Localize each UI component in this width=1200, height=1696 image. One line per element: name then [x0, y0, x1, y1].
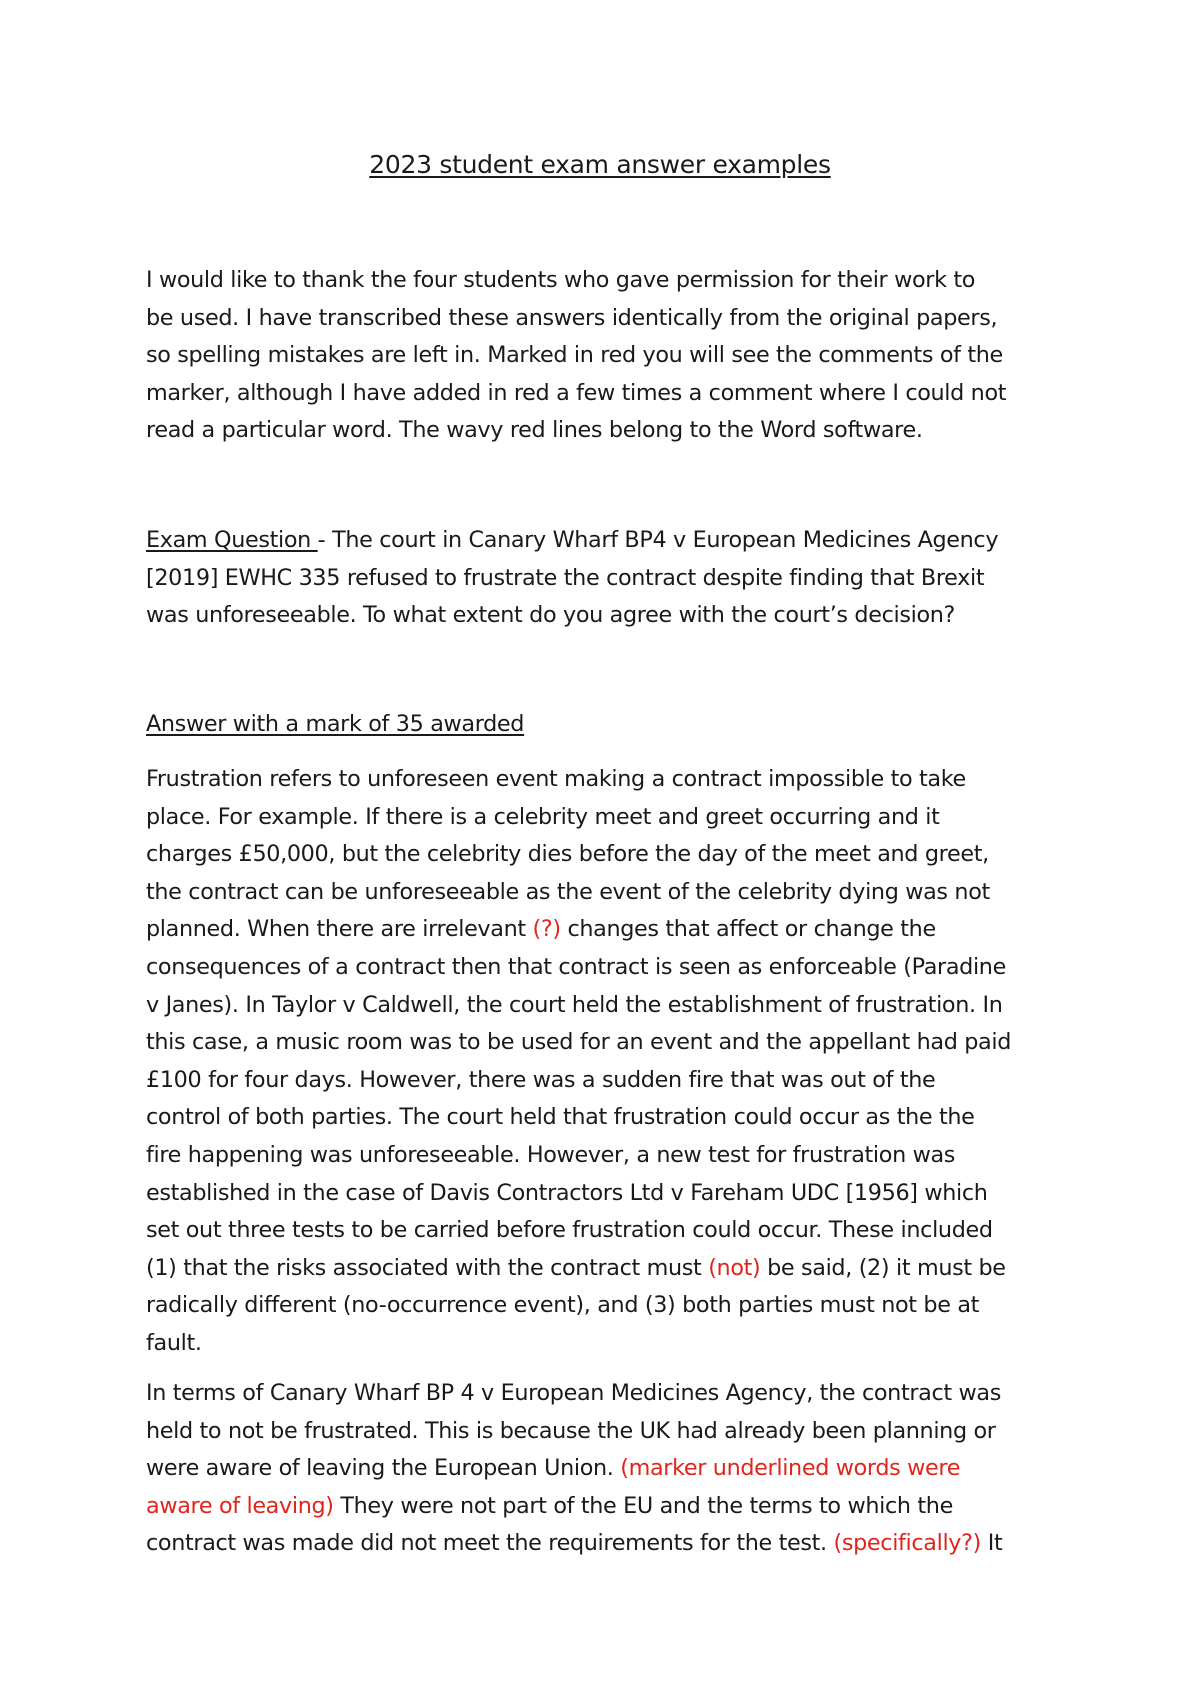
text-segment: be said, (2) it must be [760, 1254, 1006, 1281]
text-line: established in the case of Davis Contractors Ltd v Fareham UDC [1956] which [146, 1179, 988, 1206]
text-line: read a particular word. The wavy red lines belong to the Word software. [146, 417, 923, 444]
text-line: the contract can be unforeseeable as the event of the celebrity dying was not [146, 878, 990, 905]
text-line [146, 1450, 1066, 1488]
marker-comment: (specifically?) [833, 1530, 981, 1557]
marker-comment: (marker underlined words were [620, 1455, 961, 1482]
text-line: v Janes). In Taylor v Caldwell, the court held the establishment of frustration. In [146, 991, 1003, 1018]
text-line: marker, although I have added in red a few times a comment where I could not [146, 379, 1007, 406]
marker-comment: aware of leaving) [146, 1492, 334, 1519]
intro-paragraph [146, 262, 1066, 450]
answer-heading [146, 706, 1066, 744]
document-title: 2023 student exam answer examples [369, 150, 831, 179]
text-segment: (1) that the risks associated with the contract must [146, 1254, 709, 1281]
text-segment: They were not part of the EU and the terms to which the [333, 1492, 953, 1519]
answer-paragraph-1 [146, 761, 1066, 1363]
exam-question [146, 522, 1066, 635]
text-line: [2019] EWHC 335 refused to frustrate the contract despite finding that Brexit [146, 564, 985, 591]
text-segment: were aware of leaving the European Union. [146, 1455, 621, 1482]
text-segment: It [981, 1530, 1003, 1557]
text-line: consequences of a contract then that contract is seen as enforceable (Paradine [146, 953, 1006, 980]
marker-comment: (?) [532, 916, 561, 943]
text-line: radically different (no-occurrence event), and (3) both parties must not be at [146, 1292, 980, 1319]
text-segment: contract was made did not meet the requirements for the test. [146, 1530, 834, 1557]
text-line: so spelling mistakes are left in. Marked in red you will see the comments of the [146, 342, 1003, 369]
answer-paragraph-2 [146, 1375, 1066, 1563]
answer-heading-text: Answer with a mark of 35 awarded [146, 711, 525, 737]
text-line: control of both parties. The court held that frustration could occur as the the [146, 1104, 975, 1131]
text-line: this case, a music room was to be used for an event and the appellant had paid [146, 1029, 1012, 1056]
text-line: fire happening was unforeseeable. However, a new test for frustration was [146, 1141, 956, 1168]
question-label: Exam Question [146, 527, 318, 553]
text-line: I would like to thank the four students who gave permission for their work to [146, 267, 976, 293]
text-line: In terms of Canary Wharf BP 4 v European Medicines Agency, the contract was [146, 1380, 1001, 1406]
text-segment: planned. When there are irrelevant [146, 916, 533, 943]
text-line: set out three tests to be carried before frustration could occur. These included [146, 1217, 993, 1244]
text-line [146, 1488, 1066, 1526]
text-line: be used. I have transcribed these answers identically from the original papers, [146, 304, 998, 331]
text-line: charges £50,000, but the celebrity dies before the day of the meet and greet, [146, 841, 989, 868]
text-line: £100 for four days. However, there was a sudden fire that was out of the [146, 1066, 936, 1093]
text-line: place. For example. If there is a celebrity meet and greet occurring and it [146, 803, 940, 830]
text-line [146, 1525, 1066, 1563]
text-line [146, 911, 1066, 949]
text-segment: changes that affect or change the [560, 916, 936, 943]
marker-comment: (not) [708, 1254, 761, 1281]
text-line: was unforeseeable. To what extent do you agree with the court’s decision? [146, 602, 956, 629]
text-line: Frustration refers to unforeseen event making a contract impossible to take [146, 766, 966, 792]
text-line [146, 1250, 1066, 1288]
text-line: held to not be frustrated. This is because the UK had already been planning or [146, 1417, 996, 1444]
text-line: fault. [146, 1329, 202, 1356]
question-text: - The court in Canary Wharf BP4 v European Medicines Agency [317, 527, 999, 553]
text-line [146, 522, 1066, 560]
